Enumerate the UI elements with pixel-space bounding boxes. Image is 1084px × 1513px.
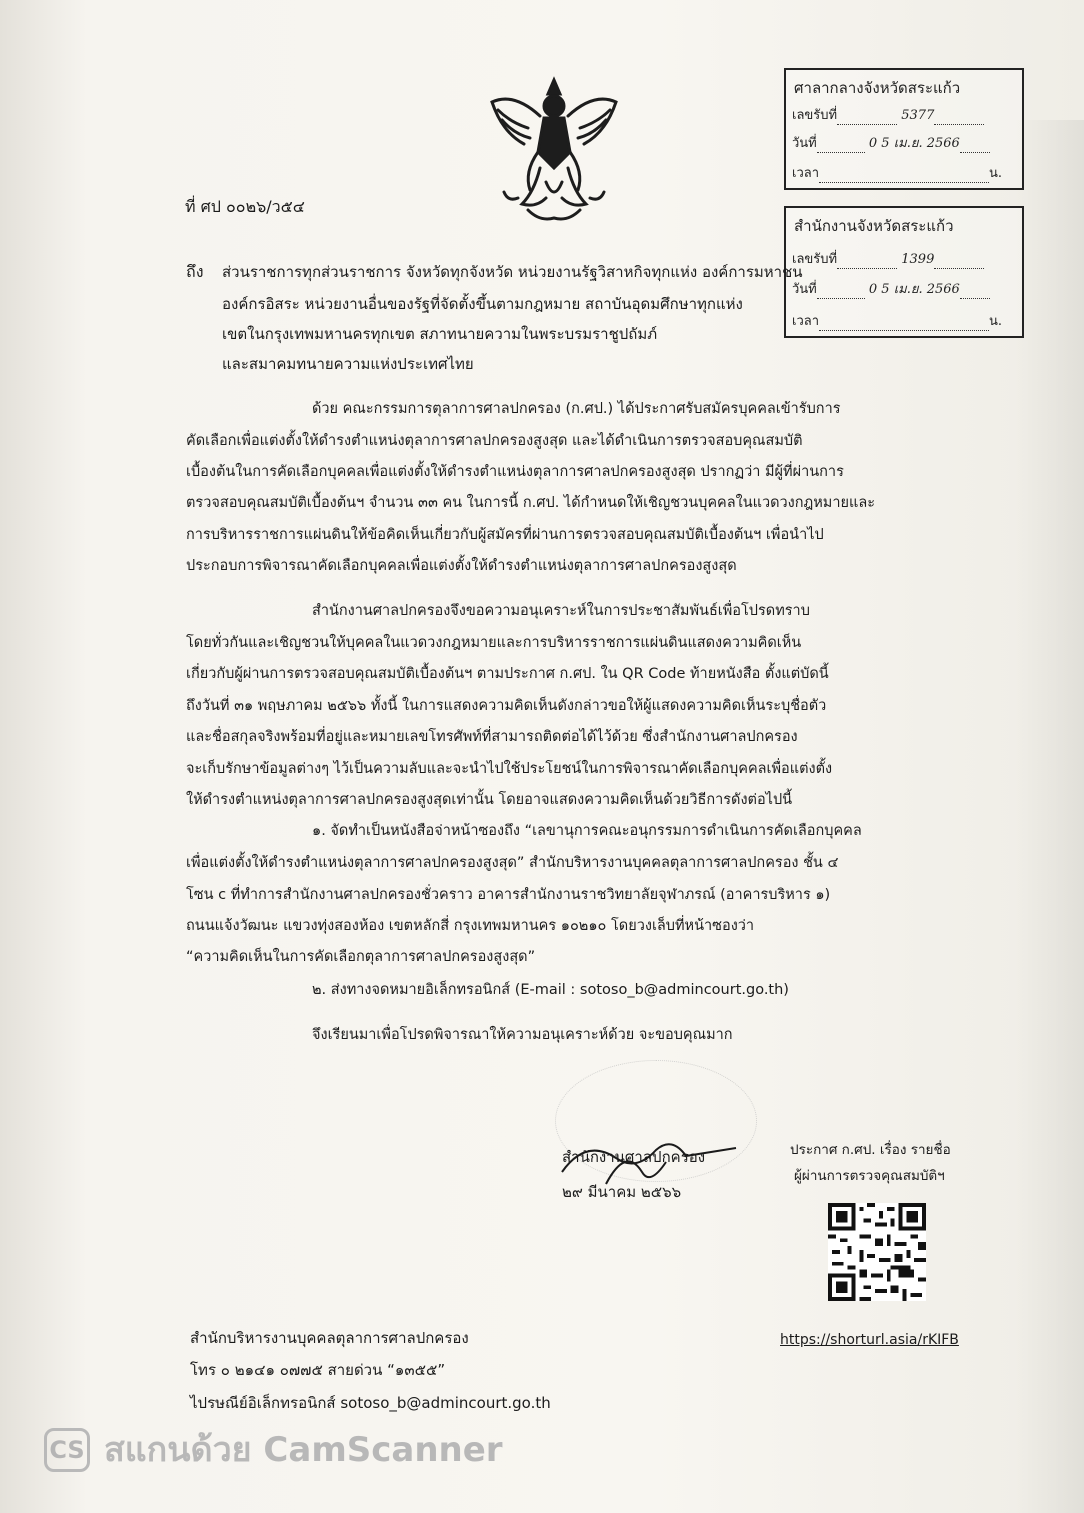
stamp-date-label: วันที่ <box>792 282 817 297</box>
handwritten-signature-icon <box>546 1128 746 1198</box>
body-line: “ความคิดเห็นในการคัดเลือกตุลาการศาลปกครองสูงสุด” <box>186 949 536 965</box>
stamp-date-value: 0 5 เม.ย. 2566 <box>868 282 960 297</box>
body-line: เกี่ยวกับผู้ผ่านการตรวจสอบคุณสมบัติเบื้องต้นฯ ตามประกาศ ก.ศป. ใน QR Code ท้ายหนังสือ ตั้งแต่บัดนี้ <box>186 666 829 682</box>
signature-date: ๒๙ มีนาคม ๒๕๖๖ <box>562 1183 682 1201</box>
camscanner-watermark-text: สแกนด้วย CamScanner <box>104 1430 503 1470</box>
qr-caption-line1: ประกาศ ก.ศป. เรื่อง รายชื่อ <box>790 1142 951 1158</box>
body-line: ด้วย คณะกรรมการตุลาการศาลปกครอง (ก.ศป.) ได้ประกาศรับสมัครบุคคลเข้ารับการ <box>312 401 841 417</box>
body-line: ถนนแจ้งวัฒนะ แขวงทุ่งสองห้อง เขตหลักสี่ กรุงเทพมหานคร ๑๐๒๑๐ โดยวงเล็บที่หน้าซองว่า <box>186 918 755 934</box>
body-line: ๑. จัดทำเป็นหนังสือจ่าหน้าซองถึง “เลขานุการคณะอนุกรรมการดำเนินการคัดเลือกบุคคล <box>312 823 862 839</box>
body-line: ประกอบการพิจารณาคัดเลือกบุคคลเพื่อแต่งตั้งให้ดำรงตำแหน่งตุลาการศาลปกครองสูงสุด <box>186 558 737 574</box>
stamp-title: สำนักงานจังหวัดสระแก้ว <box>794 217 954 235</box>
body-line: คัดเลือกเพื่อแต่งตั้งให้ดำรงตำแหน่งตุลาการศาลปกครองสูงสุด และได้ดำเนินการตรวจสอบคุณสมบัติ <box>186 433 803 449</box>
footer-dept: สำนักบริหารงานบุคคลตุลาการศาลปกครอง <box>190 1329 469 1347</box>
qr-link[interactable]: https://shorturl.asia/rKIFB <box>780 1332 959 1348</box>
body-line: ๒. ส่งทางจดหมายอิเล็กทรอนิกส์ (E-mail : sotoso_b@admincourt.go.th) <box>312 982 789 998</box>
body-line: และชื่อสกุลจริงพร้อมที่อยู่และหมายเลขโทรศัพท์ที่สามารถติดต่อได้ไว้ด้วย ซึ่งสำนักงานศาลปกครอง <box>186 729 798 745</box>
footer-phone: โทร ๐ ๒๑๔๑ ๐๗๗๕ สายด่วน “๑๓๕๕” <box>190 1361 446 1379</box>
body-line: โดยทั่วกันและเชิญชวนให้บุคคลในแวดวงกฎหมายและการบริหารราชการแผ่นดินแสดงความคิดเห็น <box>186 635 802 651</box>
qr-caption-line2: ผู้ผ่านการตรวจคุณสมบัติฯ <box>794 1168 945 1184</box>
body-line: โซน c ที่ทำการสำนักงานศาลปกครองชั่วคราว อาคารสำนักงานราชวิทยาลัยจุฬาภรณ์ (อาคารบริหาร ๑) <box>186 887 831 903</box>
stamp-title: ศาลากลางจังหวัดสระแก้ว <box>794 79 961 97</box>
body-line: การบริหารราชการแผ่นดินให้ข้อคิดเห็นเกี่ยวกับผู้สมัครที่ผ่านการตรวจสอบคุณสมบัติเบื้องต้นฯ เพื่อนำไป <box>186 527 824 543</box>
reference-number: ที่ ศป ๐๐๒๖/ว๕๔ <box>185 197 305 216</box>
body-line: สำนักงานศาลปกครองจึงขอความอนุเคราะห์ในการประชาสัมพันธ์เพื่อโปรดทราบ <box>312 603 810 619</box>
footer-email: ไปรษณีย์อิเล็กทรอนิกส์ sotoso_b@admincourt.go.th <box>190 1394 551 1412</box>
body-line: ให้ดำรงตำแหน่งตุลาการศาลปกครองสูงสุดเท่านั้น โดยอาจแสดงความคิดเห็นด้วยวิธีการดังต่อไปนี้ <box>186 792 793 808</box>
stamp-no-value: 1399 <box>901 252 935 267</box>
qr-code-icon[interactable] <box>828 1203 926 1301</box>
recipient-line: องค์กรอิสระ หน่วยงานอื่นของรัฐที่จัดตั้งขึ้นตามกฎหมาย สถาบันอุดมศึกษาทุกแห่ง <box>222 295 743 313</box>
stamp-time-suffix: น. <box>989 314 1003 329</box>
stamp-time-label: เวลา <box>792 166 820 181</box>
body-line: จะเก็บรักษาข้อมูลต่างๆ ไว้เป็นความลับและจะนำไปใช้ประโยชน์ในการพิจารณาคัดเลือกบุคคลเพื่อแต่งตั้ง <box>186 761 833 777</box>
body-line: เพื่อแต่งตั้งให้ดำรงตำแหน่งตุลาการศาลปกครองสูงสุด” สำนักบริหารงานบุคคลตุลาการศาลปกครอง ชั้น ๔ <box>186 855 839 871</box>
camscanner-logo-icon: CS <box>44 1428 90 1472</box>
recipient-line: เขตในกรุงเทพมหานครทุกเขต สภาทนายความในพระบรมราชูปถัมภ์ <box>222 325 658 343</box>
body-line: ตรวจสอบคุณสมบัติเบื้องต้นฯ จำนวน ๓๓ คน ในการนี้ ก.ศป. ได้กำหนดให้เชิญชวนบุคคลในแวดวงกฎหมายและ <box>186 495 876 511</box>
stamp-no-label: เลขรับที่ <box>792 108 838 123</box>
office-receipt-stamp <box>784 206 1024 338</box>
stamp-time-label: เวลา <box>792 314 820 329</box>
page-edge-shadow <box>1014 120 1084 1513</box>
stamp-date-value: 0 5 เม.ย. 2566 <box>868 136 960 151</box>
closing-line: จึงเรียนมาเพื่อโปรดพิจารณาให้ความอนุเคราะห์ด้วย จะขอบคุณมาก <box>312 1027 733 1043</box>
recipient-line: ส่วนราชการทุกส่วนราชการ จังหวัดทุกจังหวัด หน่วยงานรัฐวิสาหกิจทุกแห่ง องค์การมหาชน <box>222 263 803 281</box>
recipient-label: ถึง <box>186 262 204 281</box>
stamp-time-suffix: น. <box>989 166 1003 181</box>
signature-office: สำนักงานศาลปกครอง <box>562 1148 706 1166</box>
stamp-no-value: 5377 <box>901 108 935 123</box>
garuda-emblem-icon <box>484 72 624 232</box>
stamp-date-label: วันที่ <box>792 136 817 151</box>
court-receipt-stamp <box>784 68 1024 190</box>
body-line: ถึงวันที่ ๓๑ พฤษภาคม ๒๕๖๖ ทั้งนี้ ในการแสดงความคิดเห็นดังกล่าวขอให้ผู้แสดงความคิดเห็นระบุชื่อตัว <box>186 698 827 714</box>
recipient-line: และสมาคมทนายความแห่งประเทศไทย <box>222 355 474 373</box>
stamp-no-label: เลขรับที่ <box>792 252 838 267</box>
body-line: เบื้องต้นในการคัดเลือกบุคคลเพื่อแต่งตั้งให้ดำรงตำแหน่งตุลาการศาลปกครองสูงสุด ปรากฏว่า มีผู้ที่ผ่านการ <box>186 464 844 480</box>
